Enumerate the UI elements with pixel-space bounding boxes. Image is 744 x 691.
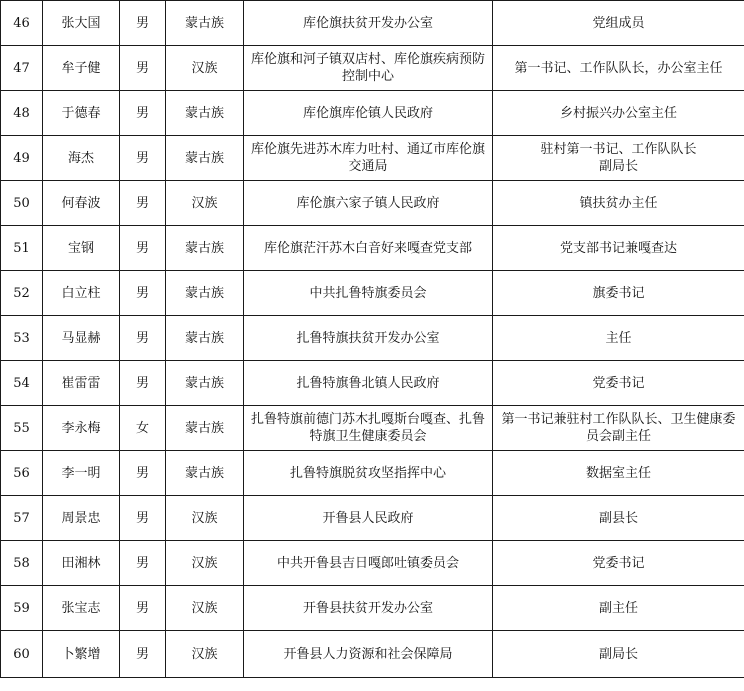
table-row [1, 181, 744, 226]
gender-cell: 男 [120, 181, 166, 226]
position-cell: 党组成员 [493, 1, 744, 46]
position-cell: 党支部书记兼嘎查达 [493, 226, 744, 271]
organization-cell: 扎鲁特旗脱贫攻坚指挥中心 [244, 451, 493, 496]
row-number-cell: 53 [1, 316, 43, 361]
ethnicity-cell: 蒙古族 [166, 226, 244, 271]
row-number-cell: 47 [1, 46, 43, 91]
table-row [1, 226, 744, 271]
name-cell: 田湘林 [43, 541, 120, 586]
table-row [1, 631, 744, 678]
name-cell: 李永梅 [43, 406, 120, 451]
table-row [1, 406, 744, 451]
position-cell: 主任 [493, 316, 744, 361]
ethnicity-cell: 蒙古族 [166, 316, 244, 361]
gender-cell: 男 [120, 631, 166, 678]
row-number-cell: 52 [1, 271, 43, 316]
name-cell: 李一明 [43, 451, 120, 496]
organization-cell: 库伦旗和河子镇双店村、库伦旗疾病预防控制中心 [244, 46, 493, 91]
row-number-cell: 54 [1, 361, 43, 406]
position-cell: 数据室主任 [493, 451, 744, 496]
roster-table-body [1, 1, 744, 678]
organization-cell: 开鲁县人民政府 [244, 496, 493, 541]
table-row [1, 271, 744, 316]
organization-cell: 扎鲁特旗扶贫开发办公室 [244, 316, 493, 361]
name-cell: 宝钢 [43, 226, 120, 271]
table-row [1, 91, 744, 136]
row-number-cell: 49 [1, 136, 43, 181]
gender-cell: 男 [120, 586, 166, 631]
position-cell: 党委书记 [493, 541, 744, 586]
position-cell: 党委书记 [493, 361, 744, 406]
organization-cell: 中共扎鲁特旗委员会 [244, 271, 493, 316]
name-cell: 于德春 [43, 91, 120, 136]
gender-cell: 男 [120, 316, 166, 361]
organization-cell: 开鲁县人力资源和社会保障局 [244, 631, 493, 678]
position-cell: 驻村第一书记、工作队队长 副局长 [493, 136, 744, 181]
ethnicity-cell: 蒙古族 [166, 406, 244, 451]
gender-cell: 男 [120, 46, 166, 91]
organization-cell: 开鲁县扶贫开发办公室 [244, 586, 493, 631]
position-cell: 第一书记、工作队队长，办公室主任 [493, 46, 744, 91]
name-cell: 白立柱 [43, 271, 120, 316]
position-cell: 乡村振兴办公室主任 [493, 91, 744, 136]
table-row [1, 361, 744, 406]
gender-cell: 男 [120, 91, 166, 136]
row-number-cell: 56 [1, 451, 43, 496]
table-row [1, 586, 744, 631]
ethnicity-cell: 蒙古族 [166, 1, 244, 46]
row-number-cell: 55 [1, 406, 43, 451]
gender-cell: 男 [120, 361, 166, 406]
name-cell: 崔雷雷 [43, 361, 120, 406]
row-number-cell: 57 [1, 496, 43, 541]
position-cell: 镇扶贫办主任 [493, 181, 744, 226]
name-cell: 马显赫 [43, 316, 120, 361]
ethnicity-cell: 汉族 [166, 541, 244, 586]
name-cell: 张大国 [43, 1, 120, 46]
organization-cell: 扎鲁特旗鲁北镇人民政府 [244, 361, 493, 406]
table-row [1, 136, 744, 181]
gender-cell: 女 [120, 406, 166, 451]
name-cell: 牟子健 [43, 46, 120, 91]
row-number-cell: 50 [1, 181, 43, 226]
gender-cell: 男 [120, 1, 166, 46]
table-row [1, 496, 744, 541]
table-row [1, 451, 744, 496]
row-number-cell: 60 [1, 631, 43, 678]
position-cell: 副主任 [493, 586, 744, 631]
ethnicity-cell: 蒙古族 [166, 361, 244, 406]
position-cell: 第一书记兼驻村工作队队长、卫生健康委员会副主任 [493, 406, 744, 451]
name-cell: 张宝志 [43, 586, 120, 631]
gender-cell: 男 [120, 541, 166, 586]
position-cell: 副局长 [493, 631, 744, 678]
organization-cell: 库伦旗先进苏木库力吐村、通辽市库伦旗交通局 [244, 136, 493, 181]
table-row [1, 46, 744, 91]
organization-cell: 库伦旗扶贫开发办公室 [244, 1, 493, 46]
ethnicity-cell: 汉族 [166, 46, 244, 91]
organization-cell: 库伦旗库伦镇人民政府 [244, 91, 493, 136]
organization-cell: 库伦旗茫汗苏木白音好来嘎查党支部 [244, 226, 493, 271]
name-cell: 海杰 [43, 136, 120, 181]
row-number-cell: 46 [1, 1, 43, 46]
ethnicity-cell: 蒙古族 [166, 451, 244, 496]
name-cell: 周景忠 [43, 496, 120, 541]
name-cell: 何春波 [43, 181, 120, 226]
ethnicity-cell: 蒙古族 [166, 271, 244, 316]
table-row [1, 316, 744, 361]
ethnicity-cell: 蒙古族 [166, 136, 244, 181]
position-cell: 副县长 [493, 496, 744, 541]
ethnicity-cell: 汉族 [166, 631, 244, 678]
ethnicity-cell: 汉族 [166, 496, 244, 541]
gender-cell: 男 [120, 271, 166, 316]
table-row [1, 541, 744, 586]
gender-cell: 男 [120, 451, 166, 496]
table-row [1, 1, 744, 46]
gender-cell: 男 [120, 136, 166, 181]
ethnicity-cell: 汉族 [166, 181, 244, 226]
organization-cell: 扎鲁特旗前德门苏木扎嘎斯台嘎查、扎鲁特旗卫生健康委员会 [244, 406, 493, 451]
ethnicity-cell: 汉族 [166, 586, 244, 631]
row-number-cell: 59 [1, 586, 43, 631]
gender-cell: 男 [120, 496, 166, 541]
name-cell: 卜繁增 [43, 631, 120, 678]
row-number-cell: 58 [1, 541, 43, 586]
organization-cell: 中共开鲁县吉日嘎郎吐镇委员会 [244, 541, 493, 586]
ethnicity-cell: 蒙古族 [166, 91, 244, 136]
row-number-cell: 48 [1, 91, 43, 136]
gender-cell: 男 [120, 226, 166, 271]
organization-cell: 库伦旗六家子镇人民政府 [244, 181, 493, 226]
position-cell: 旗委书记 [493, 271, 744, 316]
row-number-cell: 51 [1, 226, 43, 271]
